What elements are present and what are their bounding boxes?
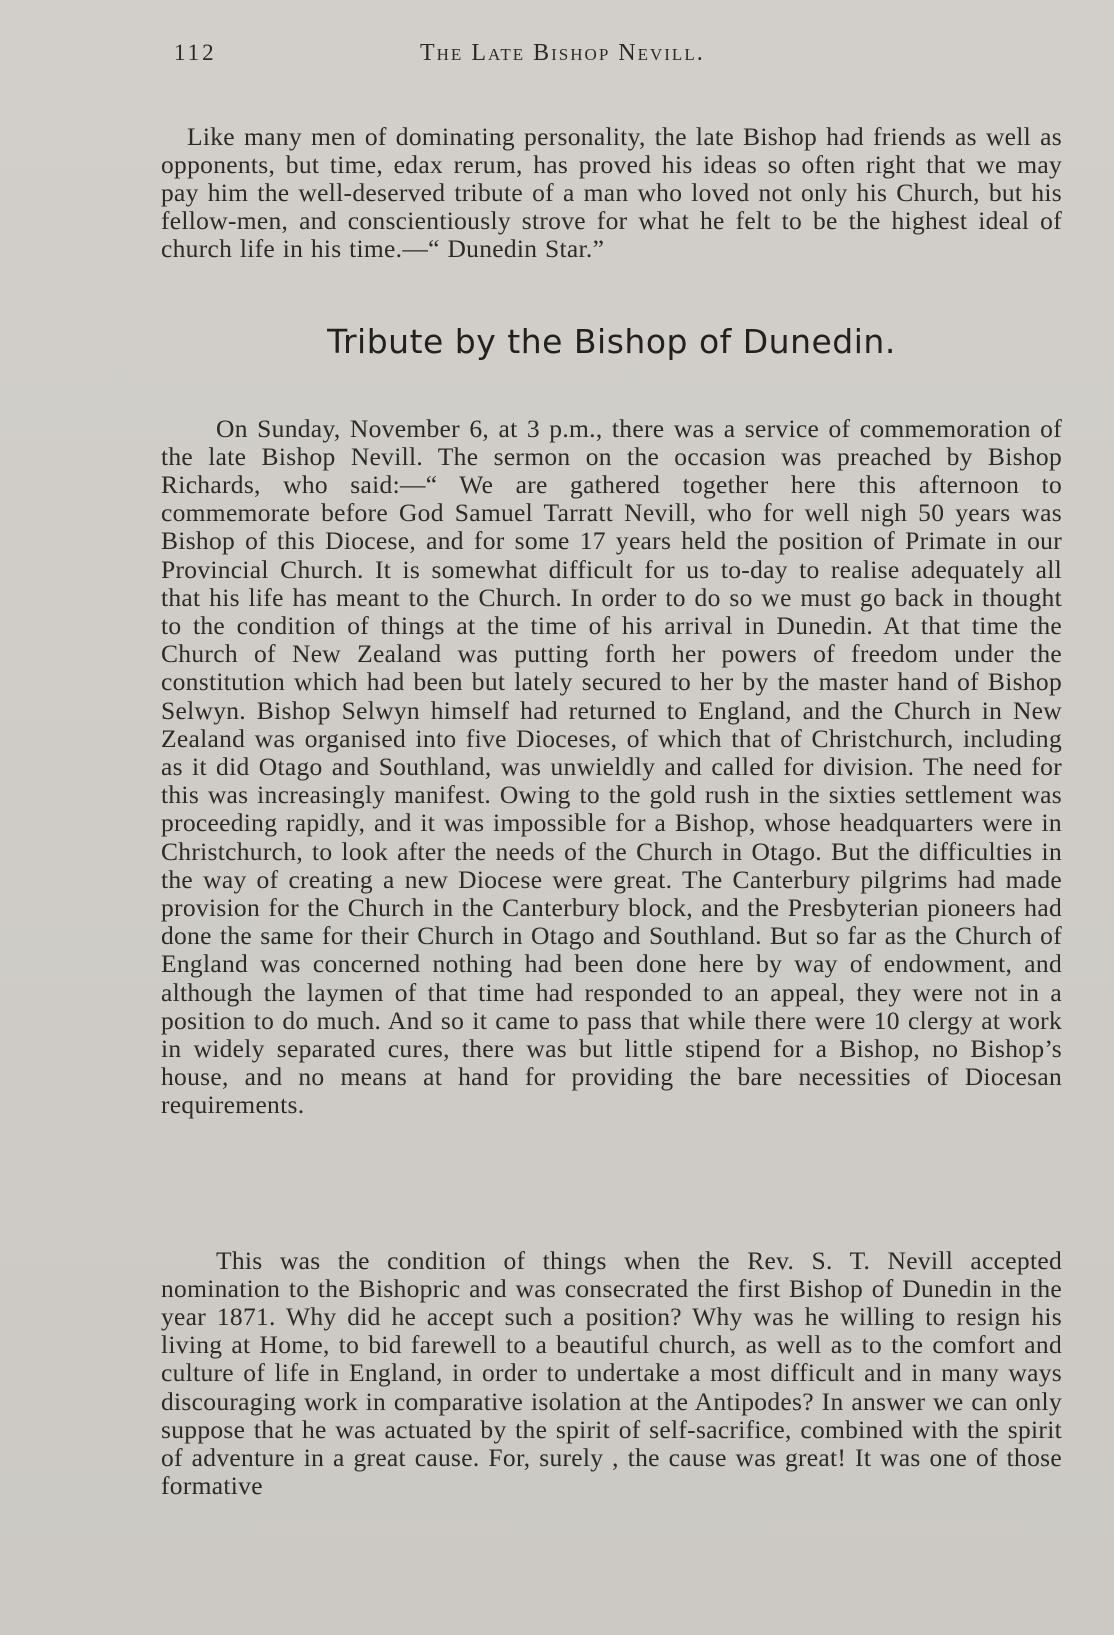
page-header	[174, 40, 802, 74]
body-paragraph-2: This was the condition of things when the Rev. S. T. Nevill accepted nomination to the Bishopric and was consecrated the first Bishop of Dunedin in the year 1871. Why did he accept such a position? Why was he willing to resign his living at Home, to bid farewell to a beautiful church, as well as to the comfort and culture of life in England, in order to undertake a most difficult and in many ways discouraging work in comparative isolation at the Antipodes? In answer we can only suppose that he was actuated by the spirit of self-sacrifice, combined with the spirit of adventure in a great cause. For, surely , the cause was great! It was one of those formative	[161, 1245, 1062, 1501]
page-number: 112	[174, 40, 217, 65]
body-paragraph-1: On Sunday, November 6, at 3 p.m., there was a service of commemoration of the late Bishop Nevill. The sermon on the occasion was preached by Bishop Richards, who said:—“ We are gathered together here this afternoon to commemorate before God Samuel Tarratt Nevill, who for well nigh 50 years was Bishop of this Diocese, and for some 17 years held the position of Primate in our Provincial Church. It is somewhat difficult for us to-day to realise adequately all that his life has meant to the Church. In order to do so we must go back in thought to the condition of things at the time of his arrival in Dunedin. At that time the Church of New Zealand was putting forth her powers of freedom under the constitution which had been but lately secured to her by the master hand of Bishop Selwyn. Bishop Selwyn himself had returned to England, and the Church in New Zealand was organised into five Dioceses, of which that of Christchurch, including as it did Otago and Southland, was unwieldly and called for division. The need for this was increasingly manifest. Owing to the gold rush in the sixties settlement was proceeding rapidly, and it was impossible for a Bishop, whose headquarters were in Christchurch, to look after the needs of the Church in Otago. But the difficulties in the way of creating a new Diocese were great. The Canterbury pilgrims had made provision for the Church in the Canterbury block, and the Presbyterian pioneers had done the same for their Church in Otago and Southland. But so far as the Church of England was concerned nothing had been done here by way of endowment, and although the laymen of that time had responded to an appeal, they were not in a position to do much. And so it came to pass that while there were 10 clergy at work in widely separated cures, there was but little stipend for a Bishop, no Bishop’s house, and no means at hand for providing the bare necessities of Diocesan requirements.	[161, 413, 1062, 1120]
running-head: The Late Bishop Nevill.	[420, 40, 705, 66]
section-heading: Tribute by the Bishop of Dunedin.	[327, 322, 896, 361]
intro-paragraph: Like many men of dominating personality, the late Bishop had friends as well as opponents, but time, edax rerum, has proved his ideas so often right that we may pay him the well-deserved tribute of a man who loved not only his Church, but his fellow-men, and conscientiously strove for what he felt to be the highest ideal of church life in his time.—“ Dunedin Star.”	[161, 121, 1062, 264]
